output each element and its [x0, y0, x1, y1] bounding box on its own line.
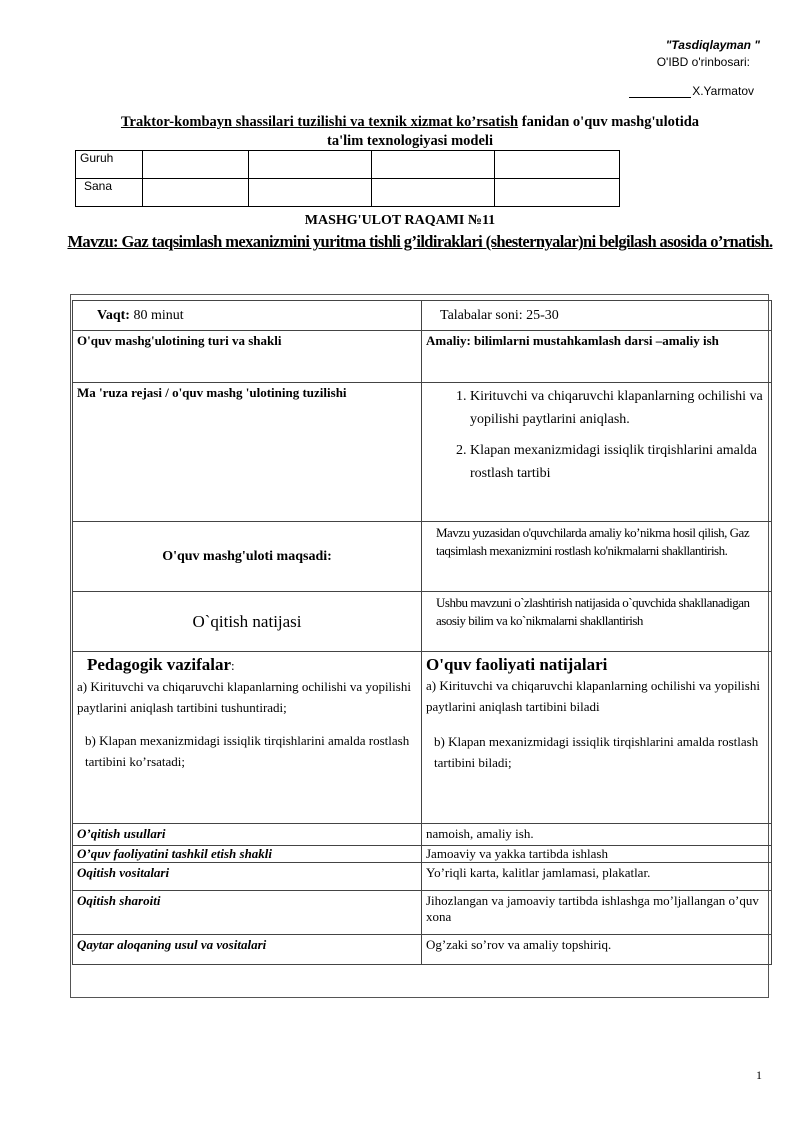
table-row	[73, 824, 772, 846]
ped-tasks-heading	[77, 654, 417, 676]
approval-name: X.Yarmatov	[692, 84, 754, 98]
title-line2: ta'lim texnologiyasi modeli	[327, 133, 493, 149]
conditions-label: Oqitish sharoiti	[73, 891, 422, 935]
approval-position: O'IBD o'rinbosari:	[656, 55, 750, 69]
time-cell	[73, 301, 422, 331]
table-row	[73, 891, 772, 935]
result-b: b) Klapan mexanizmidagi issiqlik tirqishlarini amalda rostlash tartibini biladi;	[434, 734, 759, 770]
group-cell	[495, 151, 620, 179]
results-label: O'quv faoliyati natijalari	[426, 655, 608, 674]
group-date-table	[75, 150, 620, 207]
goal-label: O'quv mashg'uloti maqsadi:	[73, 522, 422, 592]
date-cell	[372, 179, 495, 207]
result-value: Ushbu mavzuni o`zlashtirish natijasida o`quvchida shakllanadigan asosiy bilim va ko`nikmalarni shakllantirish	[422, 592, 772, 652]
lesson-number: MASHG'ULOT RAQAMI №11	[304, 213, 496, 228]
page-number: 1	[756, 1068, 762, 1082]
ped-tasks-label: Pedagogik vazifalar	[87, 655, 232, 674]
activity-results-cell	[422, 652, 772, 824]
plan-item: 1. Kirituvchi va chiqaruvchi klapanlarning ochilishi va yopilishi paytlarini aniqlash.	[470, 385, 767, 431]
plan-cell	[422, 383, 772, 522]
table-row	[73, 592, 772, 652]
signature-line	[629, 85, 691, 98]
ped-tasks-cell	[73, 652, 422, 824]
group-row	[76, 151, 620, 179]
methods-label: O’qitish usullari	[73, 824, 422, 846]
table-row	[73, 935, 772, 965]
table-row	[73, 652, 772, 824]
lesson-model-table	[72, 300, 772, 965]
tools-label: Oqitish vositalari	[73, 863, 422, 891]
date-cell	[143, 179, 249, 207]
type-value: Amaliy: bilimlarni mustahkamlash darsi –amaliy ish	[422, 331, 772, 383]
plan-label: Ma 'ruza rejasi / o'quv mashg 'ulotining tuzilishi	[73, 383, 422, 522]
date-cell	[495, 179, 620, 207]
goal-value: Mavzu yuzasidan o'quvchilarda amaliy ko’nikma hosil qilish, Gaz taqsimlash mexanizmini rostlash ko'nikmalarni shakllantirish.	[422, 522, 772, 592]
subject-name: Traktor-kombayn shassilari tuzilishi va texnik xizmat ko’rsatish	[120, 114, 519, 130]
ped-task-a: a) Kirituvchi va chiqaruvchi klapanlarning ochilishi va yopilishi paytlarini aniqlash tartibini tushuntiradi;	[77, 679, 411, 715]
plan-list	[426, 385, 767, 485]
tools-value: Yo’riqli karta, kalitlar jamlamasi, plakatlar.	[422, 863, 772, 891]
org-value: Jamoaviy va yakka tartibda ishlash	[422, 846, 772, 863]
result-label: O`qitish natijasi	[73, 592, 422, 652]
methods-value: namoish, amaliy ish.	[422, 824, 772, 846]
plan-item: 2. Klapan mexanizmidagi issiqlik tirqishlarini amalda rostlash tartibi	[470, 439, 767, 485]
table-row	[73, 383, 772, 522]
result-a: a) Kirituvchi va chiqaruvchi klapanlarning ochilishi va yopilishi paytlarini aniqlash tartibini biladi	[426, 678, 760, 714]
table-row	[73, 331, 772, 383]
type-label: O'quv mashg'ulotining turi va shakli	[73, 331, 422, 383]
date-cell	[249, 179, 372, 207]
group-label: Guruh	[76, 151, 143, 179]
table-row	[73, 863, 772, 891]
students-count: Talabalar soni: 25-30	[422, 301, 772, 331]
group-cell	[372, 151, 495, 179]
date-label: Sana	[76, 179, 143, 207]
conditions-value: Jihozlangan va jamoaviy tartibda ishlashga mo’ljallangan o’quv xona	[422, 891, 772, 935]
time-value: 80 minut	[129, 307, 184, 323]
lesson-topic	[60, 231, 780, 252]
approval-title: "Tasdiqlayman "	[665, 38, 760, 52]
group-cell	[143, 151, 249, 179]
topic-text: Mavzu: Gaz taqsimlash mexanizmini yuritma tishli g’ildiraklari (shesternyalar)ni belgilash asosida o’rnatish	[67, 232, 770, 251]
table-row	[73, 522, 772, 592]
feedback-label: Qaytar aloqaning usul va vositalari	[73, 935, 422, 965]
feedback-value: Og’zaki so’rov va amaliy topshiriq.	[422, 935, 772, 965]
date-row	[76, 179, 620, 207]
approval-signature	[629, 84, 754, 98]
document-title	[60, 113, 760, 151]
table-row	[73, 301, 772, 331]
topic-period: .	[769, 232, 773, 251]
group-cell	[249, 151, 372, 179]
title-rest: fanidan o'quv mashg'ulotida	[518, 114, 700, 130]
table-row	[73, 846, 772, 863]
time-label: Vaqt:	[97, 307, 130, 323]
ped-tasks-colon: :	[231, 658, 235, 673]
org-label: O’quv faoliyatini tashkil etish shakli	[73, 846, 422, 863]
ped-task-b: b) Klapan mexanizmidagi issiqlik tirqishlarini amalda rostlash tartibini ko’rsatadi;	[85, 733, 410, 769]
